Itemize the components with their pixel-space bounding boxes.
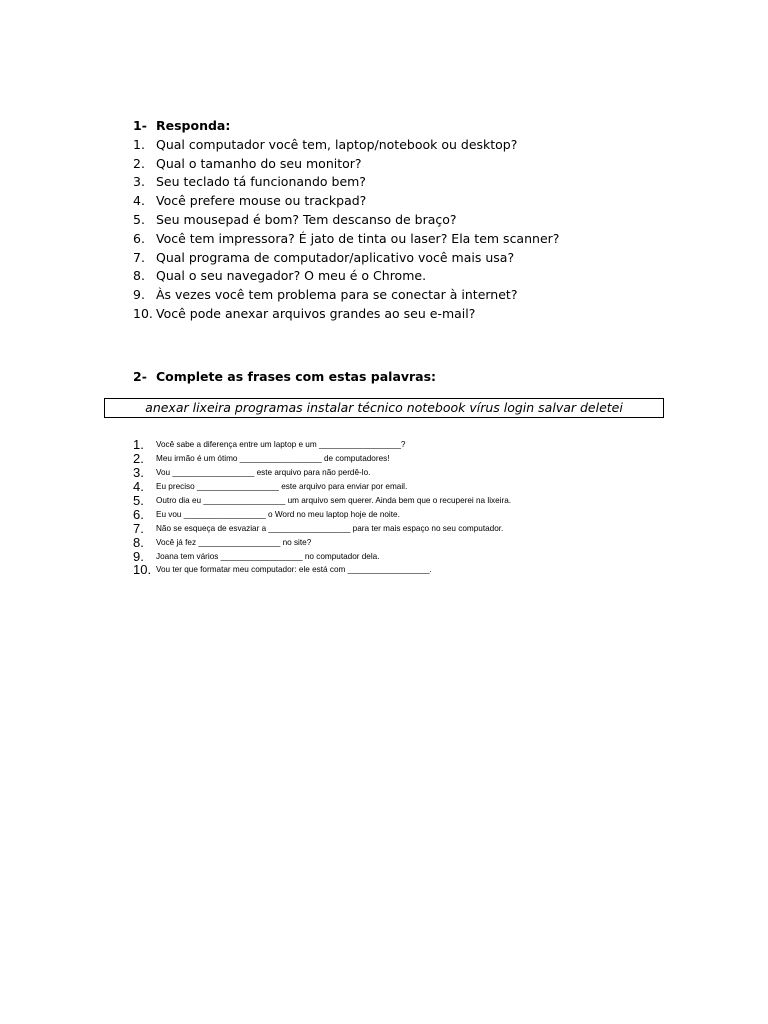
- question-item: 7. Qual programa de computador/aplicativo você mais usa?: [133, 249, 515, 265]
- question-item: 2. Qual o tamanho do seu monitor?: [133, 155, 362, 171]
- sentence-list: [133, 438, 511, 577]
- section-2-title: Complete as frases com estas palavras:: [156, 369, 437, 384]
- sentence-item: 3. Vou __________________ este arquivo para não perdê-lo.: [133, 465, 371, 481]
- section-1-title: Responda:: [156, 118, 231, 133]
- question-item: 6. Você tem impressora? É jato de tinta ou laser? Ela tem scanner?: [133, 230, 560, 246]
- word-bank-box: anexar lixeira programas instalar técnico notebook vírus login salvar deletei: [104, 398, 664, 418]
- question-item: 9. Às vezes você tem problema para se conectar à internet?: [133, 287, 518, 303]
- question-item: 10. Você pode anexar arquivos grandes ao seu e-mail?: [133, 306, 476, 322]
- sentence-item: 8. Você já fez __________________ no site?: [133, 534, 312, 550]
- sentence-item: 6. Eu vou __________________ o Word no meu laptop hoje de noite.: [133, 506, 400, 522]
- section-2-number: 2-: [133, 369, 147, 384]
- question-item: 4. Você prefere mouse ou trackpad?: [133, 193, 367, 209]
- section-1-number: 1-: [133, 118, 147, 133]
- section-1-heading: [133, 116, 230, 135]
- sentence-item: 5. Outro dia eu __________________ um arquivo sem querer. Ainda bem que o recuperei na lixeira.: [133, 493, 512, 509]
- sentence-item: 2. Meu irmão é um ótimo __________________ de computadores!: [133, 451, 390, 467]
- question-item: 5. Seu mousepad é bom? Tem descanso de braço?: [133, 212, 457, 228]
- section-2-heading: [133, 367, 436, 386]
- question-item: 1. Qual computador você tem, laptop/notebook ou desktop?: [133, 136, 518, 152]
- sentence-item: 10. Vou ter que formatar meu computador: ele está com __________________.: [133, 562, 432, 578]
- question-list: [133, 135, 559, 323]
- sentence-item: 7. Não se esqueça de esvaziar a __________________ para ter mais espaço no seu computador.: [133, 520, 504, 536]
- question-item: 3. Seu teclado tá funcionando bem?: [133, 174, 366, 190]
- sentence-item: 1. Você sabe a diferença entre um laptop e um __________________?: [133, 437, 406, 453]
- sentence-item: 4. Eu preciso __________________ este arquivo para enviar por email.: [133, 479, 408, 495]
- question-item: 8. Qual o seu navegador? O meu é o Chrome.: [133, 268, 427, 284]
- sentence-item: 9. Joana tem vários __________________ no computador dela.: [133, 548, 380, 564]
